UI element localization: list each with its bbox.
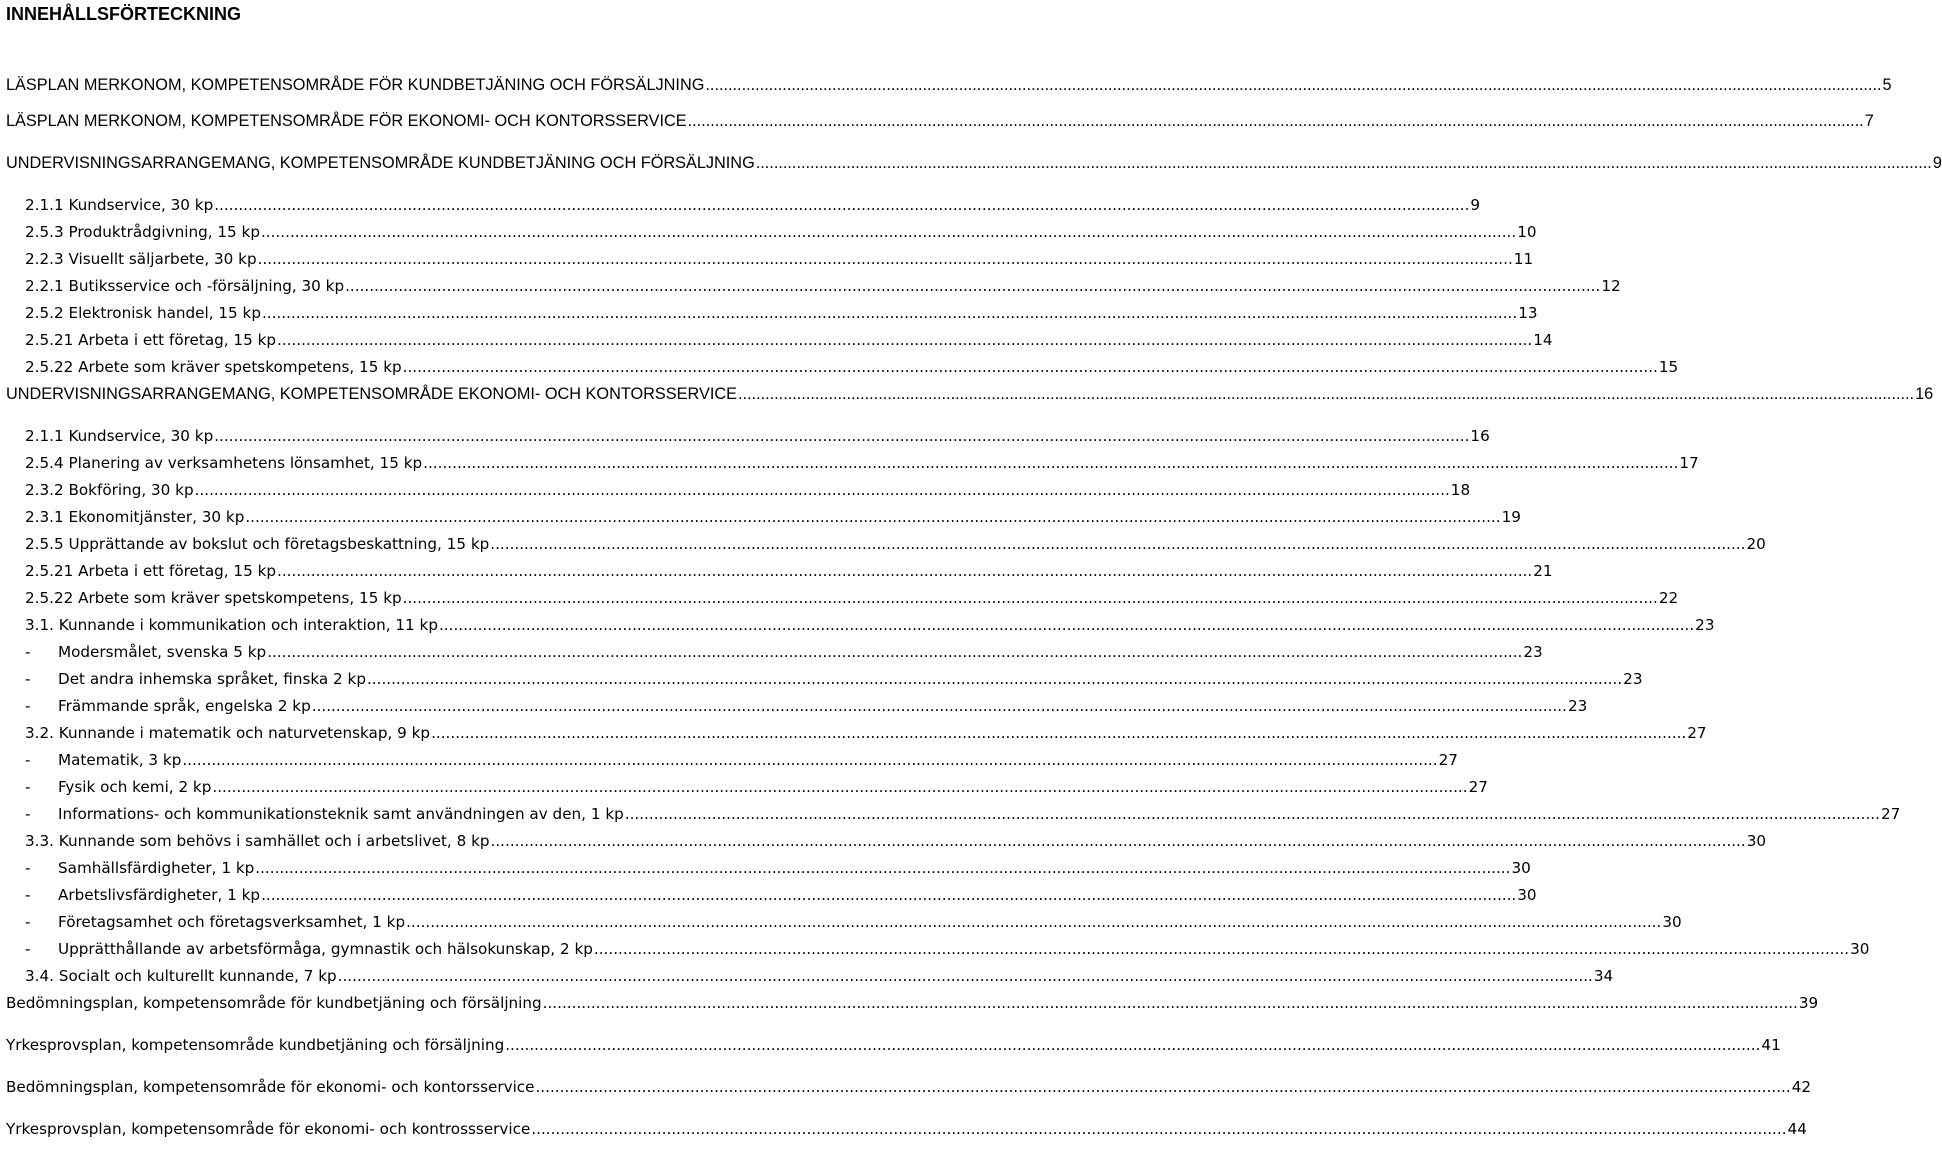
toc-entry[interactable]: [25, 559, 1553, 583]
toc-entry-dash: -: [25, 751, 31, 769]
toc-page-number: 30: [1850, 940, 1870, 958]
toc-entry-label: 3.2. Kunnande i matematik och naturvetenskap, 9 kp: [25, 724, 431, 742]
toc-page-number: 10: [1517, 223, 1537, 241]
toc-dot-leader: [504, 1033, 1761, 1057]
toc-entry[interactable]: [25, 748, 1458, 772]
toc-dot-leader: [593, 937, 1850, 961]
toc-page-number: 9: [1932, 154, 1942, 172]
toc-page-number: 42: [1791, 1078, 1812, 1096]
toc-entry-label: 3.4. Socialt och kulturellt kunnande, 7 kp: [25, 967, 337, 985]
toc-entry[interactable]: [25, 451, 1699, 475]
toc-entry-dash: -: [25, 670, 31, 688]
toc-entry-label: Bedömningsplan, kompetensområde för kundbetjäning och försäljning: [6, 994, 542, 1012]
toc-page-number: 27: [1687, 724, 1707, 742]
toc-dot-leader: [534, 1075, 1791, 1099]
toc-page-number: 44: [1787, 1120, 1807, 1138]
toc-page-number: 30: [1746, 832, 1767, 850]
toc-entry-dash: -: [25, 940, 31, 958]
toc-entry-label: Yrkesprovsplan, kompetensområde kundbetjäning och försäljning: [6, 1036, 505, 1054]
toc-entry-label: Upprätthållande av arbetsförmåga, gymnastik och hälsokunskap, 2 kp: [58, 940, 593, 958]
toc-entry[interactable]: [25, 640, 1543, 664]
toc-dot-leader: [213, 424, 1470, 448]
toc-dot-leader: [430, 721, 1687, 745]
toc-entry[interactable]: [25, 937, 1870, 961]
toc-dot-leader: [687, 109, 1865, 133]
toc-page-number: 34: [1593, 967, 1614, 985]
toc-entry-dash: -: [25, 886, 31, 904]
toc-entry[interactable]: [25, 802, 1901, 826]
toc-page-number: 30: [1511, 859, 1531, 877]
toc-page-number: 23: [1623, 670, 1643, 688]
toc-dot-leader: [276, 559, 1533, 583]
toc-page-number: 30: [1662, 913, 1682, 931]
toc-dot-leader: [213, 193, 1470, 217]
toc-entry-label: 2.1.1 Kundservice, 30 kp: [25, 427, 214, 445]
toc-entry-label: Matematik, 3 kp: [58, 751, 182, 769]
toc-entry-label: 2.5.3 Produktrådgivning, 15 kp: [25, 223, 260, 241]
toc-page-number: 13: [1518, 304, 1538, 322]
toc-entry-label: UNDERVISNINGSARRANGEMANG, KOMPETENSOMRÅDE KUNDBETJÄNING OCH FÖRSÄLJNING: [6, 154, 755, 172]
toc-entry-label: Bedömningsplan, kompetensområde för ekonomi- och kontorsservice: [6, 1078, 535, 1096]
toc-dot-leader: [257, 247, 1514, 271]
toc-entry[interactable]: [25, 424, 1490, 448]
toc-entry[interactable]: [25, 910, 1682, 934]
toc-dot-leader: [422, 451, 1679, 475]
toc-page-number: 23: [1523, 643, 1543, 661]
toc-page-number: 14: [1533, 331, 1553, 349]
toc-entry[interactable]: [25, 883, 1537, 907]
toc-entry[interactable]: [25, 667, 1643, 691]
toc-dot-leader: [624, 802, 1881, 826]
toc-dot-leader: [181, 748, 1438, 772]
toc-page-number: 18: [1450, 481, 1471, 499]
toc-dot-leader: [276, 328, 1533, 352]
toc-entry[interactable]: [25, 355, 1679, 379]
toc-entry-label: Arbetslivsfärdigheter, 1 kp: [58, 886, 261, 904]
toc-dot-leader: [490, 829, 1747, 853]
toc-dot-leader: [755, 151, 1933, 175]
toc-page-number: 27: [1438, 751, 1458, 769]
toc-dot-leader: [311, 694, 1568, 718]
toc-dot-leader: [402, 586, 1659, 610]
toc-entry-label: 3.3. Kunnande som behövs i samhället och i arbetslivet, 8 kp: [25, 832, 490, 850]
toc-title: INNEHÅLLSFÖRTECKNING: [6, 4, 241, 24]
toc-page-number: 16: [1915, 385, 1934, 403]
toc-entry-label: Modersmålet, svenska 5 kp: [58, 643, 267, 661]
toc-entry-label: Yrkesprovsplan, kompetensområde för ekonomi- och kontrossservice: [6, 1120, 531, 1138]
toc-entry-label: Informations- och kommunikationsteknik samt användningen av den, 1 kp: [58, 805, 624, 823]
toc-dot-leader: [194, 478, 1451, 502]
toc-page-number: 7: [1864, 112, 1874, 130]
toc-dot-leader: [366, 667, 1623, 691]
toc-entry[interactable]: [6, 382, 1934, 406]
toc-entry[interactable]: [25, 532, 1766, 556]
toc-dot-leader: [260, 220, 1517, 244]
toc-entry[interactable]: [25, 856, 1531, 880]
toc-entry-label: 2.5.21 Arbeta i ett företag, 15 kp: [25, 562, 277, 580]
toc-entry-label: 2.5.22 Arbete som kräver spetskompetens, 15 kp: [25, 358, 402, 376]
toc-entry-label: 2.2.1 Butiksservice och -försäljning, 30 kp: [25, 277, 345, 295]
toc-entry[interactable]: [6, 151, 1942, 175]
toc-page-number: 19: [1501, 508, 1521, 526]
toc-entry-label: 2.5.2 Elektronisk handel, 15 kp: [25, 304, 261, 322]
toc-entry-dash: -: [25, 805, 31, 823]
toc-entry-label: 3.1. Kunnande i kommunikation och interaktion, 11 kp: [25, 616, 438, 634]
toc-entry[interactable]: [25, 505, 1521, 529]
toc-dot-leader: [402, 355, 1659, 379]
toc-page-number: 17: [1679, 454, 1699, 472]
toc-entry-label: Samhällsfärdigheter, 1 kp: [58, 859, 255, 877]
toc-dot-leader: [704, 73, 1882, 97]
toc-dot-leader: [337, 964, 1594, 988]
toc-entry[interactable]: [6, 1117, 1807, 1141]
toc-entry-label: 2.3.2 Bokföring, 30 kp: [25, 481, 194, 499]
toc-page-number: 12: [1601, 277, 1621, 295]
toc-entry[interactable]: [25, 613, 1715, 637]
toc-entry[interactable]: [25, 274, 1621, 298]
toc-entry[interactable]: [25, 478, 1471, 502]
toc-page-number: 9: [1470, 196, 1481, 214]
toc-entry-dash: -: [25, 913, 31, 931]
toc-entry-label: 2.1.1 Kundservice, 30 kp: [25, 196, 214, 214]
toc-entry[interactable]: [25, 220, 1537, 244]
toc-dot-leader: [438, 613, 1695, 637]
toc-dot-leader: [530, 1117, 1787, 1141]
toc-page-number: 22: [1658, 589, 1679, 607]
toc-page-number: 39: [1798, 994, 1819, 1012]
toc-entry[interactable]: [6, 1075, 1812, 1099]
toc-page-number: 20: [1746, 535, 1766, 553]
toc-entry[interactable]: [6, 109, 1874, 133]
toc-dot-leader: [260, 883, 1517, 907]
toc-entry[interactable]: [25, 247, 1534, 271]
toc-page-number: 15: [1658, 358, 1679, 376]
toc-dot-leader: [254, 856, 1511, 880]
toc-page-number: 27: [1880, 805, 1901, 823]
toc-entry[interactable]: [25, 829, 1767, 853]
toc-entry-label: Företagsamhet och företagsverksamhet, 1 kp: [58, 913, 406, 931]
toc-entry-label: UNDERVISNINGSARRANGEMANG, KOMPETENSOMRÅDE EKONOMI- OCH KONTORSSERVICE: [6, 385, 737, 403]
toc-dot-leader: [489, 532, 1746, 556]
toc-entry-dash: -: [25, 859, 31, 877]
toc-dot-leader: [405, 910, 1662, 934]
toc-entry[interactable]: [25, 586, 1679, 610]
toc-entry[interactable]: [25, 193, 1481, 217]
toc-entry[interactable]: [6, 73, 1892, 97]
toc-entry-dash: -: [25, 778, 31, 796]
toc-entry-label: 2.5.4 Planering av verksamhetens lönsamhet, 15 kp: [25, 454, 423, 472]
toc-entry[interactable]: [25, 301, 1538, 325]
toc-entry-label: 2.2.3 Visuellt säljarbete, 30 kp: [25, 250, 257, 268]
toc-entry-label: 2.5.22 Arbete som kräver spetskompetens, 15 kp: [25, 589, 402, 607]
toc-entry-label: Det andra inhemska språket, finska 2 kp: [58, 670, 366, 688]
toc-entry-label: LÄSPLAN MERKONOM, KOMPETENSOMRÅDE FÖR EKONOMI- OCH KONTORSSERVICE: [6, 112, 687, 130]
toc-dot-leader: [737, 382, 1915, 406]
toc-entry[interactable]: [25, 964, 1614, 988]
toc-entry-label: Fysik och kemi, 2 kp: [58, 778, 212, 796]
toc-page-number: 27: [1468, 778, 1488, 796]
toc-dot-leader: [261, 301, 1518, 325]
toc-dot-leader: [542, 991, 1799, 1015]
toc-page-number: 41: [1761, 1036, 1781, 1054]
toc-entry-dash: -: [25, 643, 31, 661]
toc-entry[interactable]: [25, 721, 1707, 745]
toc-entry-label: Främmande språk, engelska 2 kp: [58, 697, 311, 715]
toc-entry[interactable]: [25, 694, 1588, 718]
toc-page-number: 23: [1567, 697, 1588, 715]
toc-entry[interactable]: [25, 775, 1488, 799]
toc-dot-leader: [244, 505, 1501, 529]
toc-entry[interactable]: [25, 328, 1553, 352]
toc-entry[interactable]: [6, 991, 1819, 1015]
toc-dot-leader: [344, 274, 1601, 298]
toc-page-number: 16: [1470, 427, 1490, 445]
toc-page-number: 5: [1882, 76, 1892, 94]
toc-dot-leader: [266, 640, 1523, 664]
toc-dot-leader: [211, 775, 1468, 799]
toc-page-number: 23: [1695, 616, 1715, 634]
toc-entry-label: LÄSPLAN MERKONOM, KOMPETENSOMRÅDE FÖR KUNDBETJÄNING OCH FÖRSÄLJNING: [6, 76, 705, 94]
toc-page-number: 21: [1533, 562, 1553, 580]
toc-page-number: 30: [1517, 886, 1537, 904]
toc-entry-label: 2.5.5 Upprättande av bokslut och företagsbeskattning, 15 kp: [25, 535, 490, 553]
toc-entry-label: 2.5.21 Arbeta i ett företag, 15 kp: [25, 331, 277, 349]
toc-entry-label: 2.3.1 Ekonomitjänster, 30 kp: [25, 508, 245, 526]
toc-entry-dash: -: [25, 697, 31, 715]
toc-entry[interactable]: [6, 1033, 1781, 1057]
toc-page-number: 11: [1513, 250, 1534, 268]
